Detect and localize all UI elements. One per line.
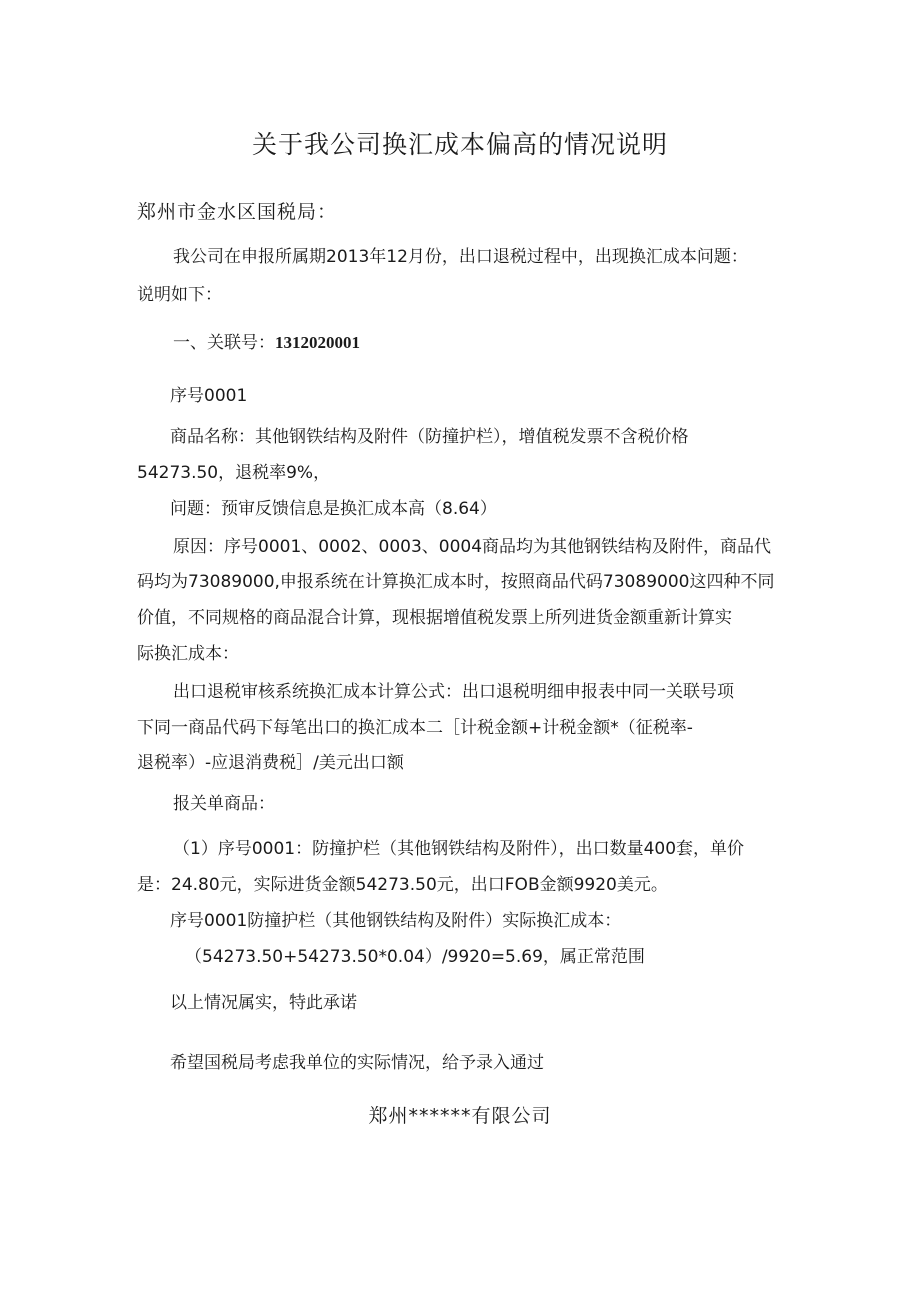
reason-line-4: 际换汇成本：: [137, 644, 239, 664]
commitment-line: 以上情况属实，特此承诺: [170, 993, 357, 1013]
declaration-label: 一、关联号：: [173, 333, 275, 353]
item-1-line-2: 是：24.80元，实际进货金额54273.50元，出口FOB金额9920美元。: [137, 875, 668, 895]
intro-line-2: 说明如下：: [137, 285, 222, 305]
hope-line: 希望国税局考虑我单位的实际情况，给予录入通过: [170, 1053, 544, 1073]
intro-line-1: 我公司在申报所属期2013年12月份，出口退税过程中，出现换汇成本问题：: [173, 247, 748, 267]
company-signature: 郑州******有限公司: [368, 1105, 552, 1127]
reason-line-3: 价值，不同规格的商品混合计算，现根据增值税发票上所列进货金额重新计算实: [137, 608, 732, 628]
formula-line-1: 出口退税审核系统换汇成本计算公式：出口退税明细申报表中同一关联号项: [173, 682, 734, 702]
document-title: 关于我公司换汇成本偏高的情况说明: [251, 130, 668, 159]
actual-cost-label: 序号0001防撞护栏（其他钢铁结构及附件）实际换汇成本：: [170, 911, 622, 931]
goods-line-2: 54273.50，退税率9%，: [137, 463, 331, 483]
item-1-line-1: （1）序号0001：防撞护栏（其他钢铁结构及附件），出口数量400套，单价: [173, 839, 745, 859]
reason-line-1: 原因：序号0001、0002、0003、0004商品均为其他钢铁结构及附件，商品代: [173, 537, 772, 557]
customs-goods-heading: 报关单商品：: [173, 794, 275, 814]
addressee: 郑州市金水区国税局：: [137, 201, 338, 223]
formula-line-2: 下同一商品代码下每笔出口的换汇成本二［计税金额+计税金额*（征税率-: [137, 718, 693, 738]
declaration-line: [173, 331, 360, 355]
goods-line-1: 商品名称：其他钢铁结构及附件（防撞护栏），增值税发票不含税价格: [170, 427, 689, 447]
formula-line-3: 退税率）-应退消费税］/美元出口额: [137, 753, 404, 773]
reason-line-2: 码均为73089000,申报系统在计算换汇成本时，按照商品代码73089000这四种不同: [137, 572, 775, 592]
calculation-line: （54273.50+54273.50*0.04）/9920=5.69，属正常范围: [185, 947, 645, 967]
declaration-number: 1312020001: [275, 333, 360, 352]
serial-number: 序号0001: [170, 386, 248, 406]
problem-line: 问题：预审反馈信息是换汇成本高（8.64）: [170, 499, 497, 519]
